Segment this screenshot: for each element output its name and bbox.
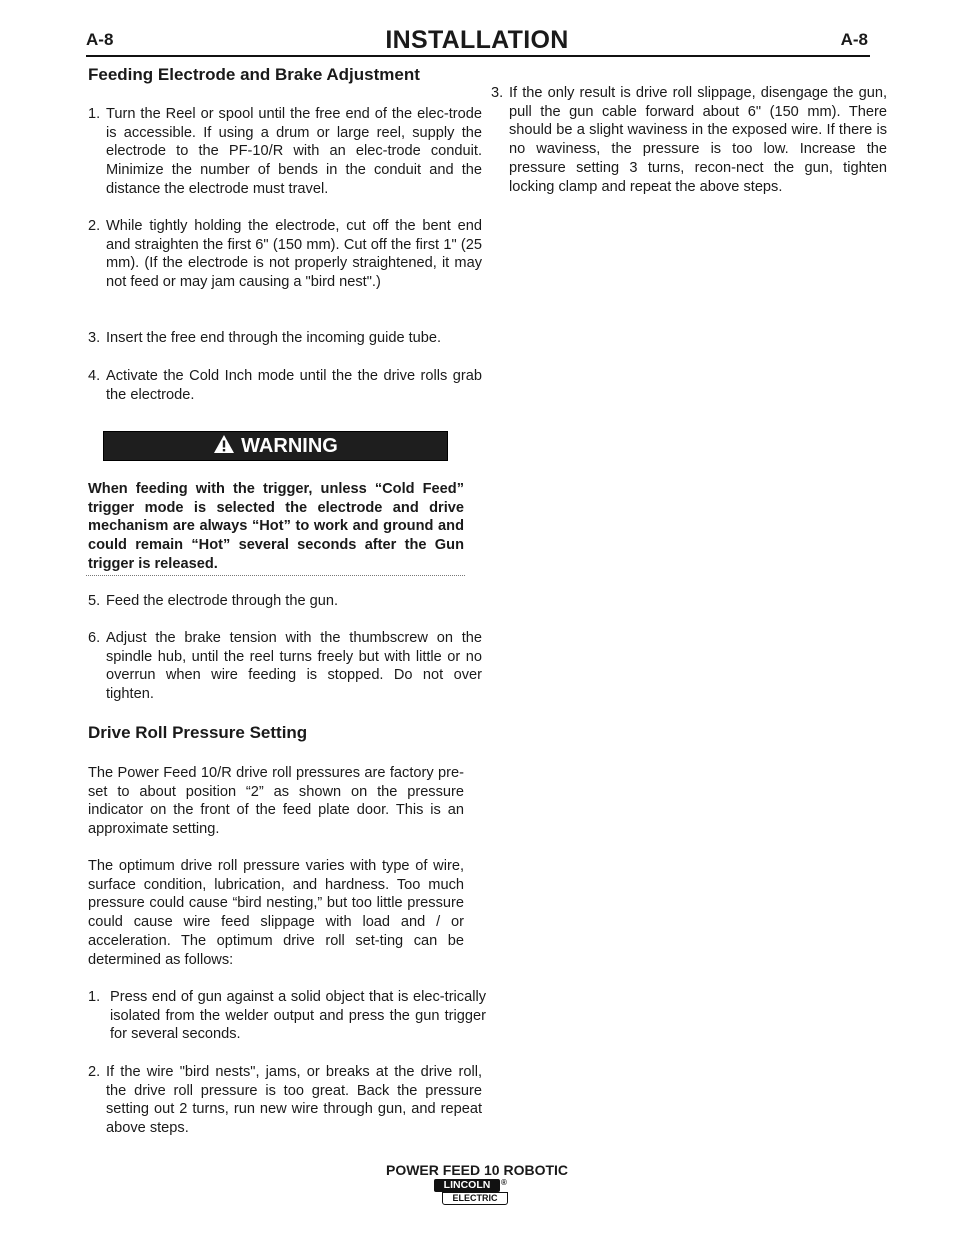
list-item-text: Activate the Cold Inch mode until the the drive rolls grab the electrode. [106, 368, 482, 403]
warning-triangle-icon [213, 434, 235, 459]
list-item [491, 84, 887, 196]
list-item-number: 2. [88, 1064, 101, 1080]
paragraph: The optimum drive roll pressure varies with type of wire, surface condition, lubrication, and hardness. Too much pressure could cause “bird nesting,” but too little pressure could cause wire feed slippage with load and / or acceleration. The optimum drive roll set-ting can be determined as follows: [88, 858, 464, 968]
logo-bottom-text: ELECTRIC [442, 1192, 508, 1205]
footer-product-name: POWER FEED 10 ROBOTIC [385, 1162, 569, 1178]
page-number-left: A-8 [86, 30, 114, 49]
section-heading-feeding: Feeding Electrode and Brake Adjustment [88, 65, 420, 84]
warning-divider [86, 575, 465, 576]
list-item [88, 105, 482, 199]
warning-text: When feeding with the trigger, unless “Cold Feed” trigger mode is selected the electrode and drive mechanism are always “Hot” to work and ground and could remain “Hot” several seconds after the Gun trigger is released. [88, 481, 464, 572]
list-item-number: 6. [88, 630, 101, 646]
list-item-text: Press end of gun against a solid object that is elec-trically isolated from the welder output and press the gun trigger for several seconds. [110, 989, 486, 1043]
warning-banner [103, 431, 448, 461]
list-item-number: 1. [88, 989, 101, 1005]
list-item [88, 1063, 482, 1138]
list-item-number: 3. [491, 85, 504, 101]
logo-top-text: LINCOLN [434, 1179, 500, 1192]
page-number-right: A-8 [840, 30, 868, 49]
list-item [88, 629, 482, 704]
list-item-number: 1. [88, 106, 101, 122]
warning-label: WARNING [241, 434, 338, 457]
list-item-text: Turn the Reel or spool until the free end of the elec-trode is accessible. If using a drum or large reel, supply the electrode to the PF-10/R with an elec-trode conduit. Minimize the number of bends in the conduit and the distance the electrode must travel. [106, 106, 482, 197]
paragraph: The Power Feed 10/R drive roll pressures are factory pre-set to about position “2” as shown on the pressure indicator on the front of the feed plate door. This is an approximate setting. [88, 765, 464, 838]
lincoln-electric-logo [434, 1179, 510, 1206]
list-item-text: Feed the electrode through the gun. [106, 593, 339, 609]
registered-mark: ® [501, 1178, 507, 1187]
list-item-number: 2. [88, 218, 101, 234]
list-item-text: If the only result is drive roll slippage, disengage the gun, pull the gun cable forward about 6" (150 mm). There should be a slight waviness in the exposed wire. If there is no waviness, the pressure is too low. Increase the pressure setting 3 turns, recon-nect the gun, tighten locking clamp and repeat the above steps. [509, 85, 887, 195]
list-item [88, 329, 482, 348]
header-rule [86, 55, 870, 57]
list-item-number: 5. [88, 593, 101, 609]
list-item-number: 3. [88, 330, 101, 346]
list-item-number: 4. [88, 368, 101, 384]
page-title: INSTALLATION [385, 26, 569, 54]
list-item-text: Insert the free end through the incoming guide tube. [106, 330, 442, 346]
list-item [88, 217, 482, 292]
list-item [88, 367, 482, 404]
list-item-text: Adjust the brake tension with the thumbscrew on the spindle hub, until the reel turns freely but with little or no overrun when wire feeding is stopped. Do not over tighten. [106, 630, 482, 703]
list-item-text: While tightly holding the electrode, cut off the bent end and straighten the first 6" (150 mm). Cut off the first 1" (25 mm). (If the electrode is not properly straightened, it may not feed or may jam causing a "bird nest".) [106, 218, 482, 291]
list-item [88, 988, 486, 1044]
section-heading-drive-roll: Drive Roll Pressure Setting [88, 723, 308, 742]
list-item [88, 592, 482, 611]
list-item-text: If the wire "bird nests", jams, or breaks at the drive roll, the drive roll pressure is too great. Back the pressure setting out 2 turns, run new wire through gun, and repeat above steps. [106, 1064, 482, 1137]
